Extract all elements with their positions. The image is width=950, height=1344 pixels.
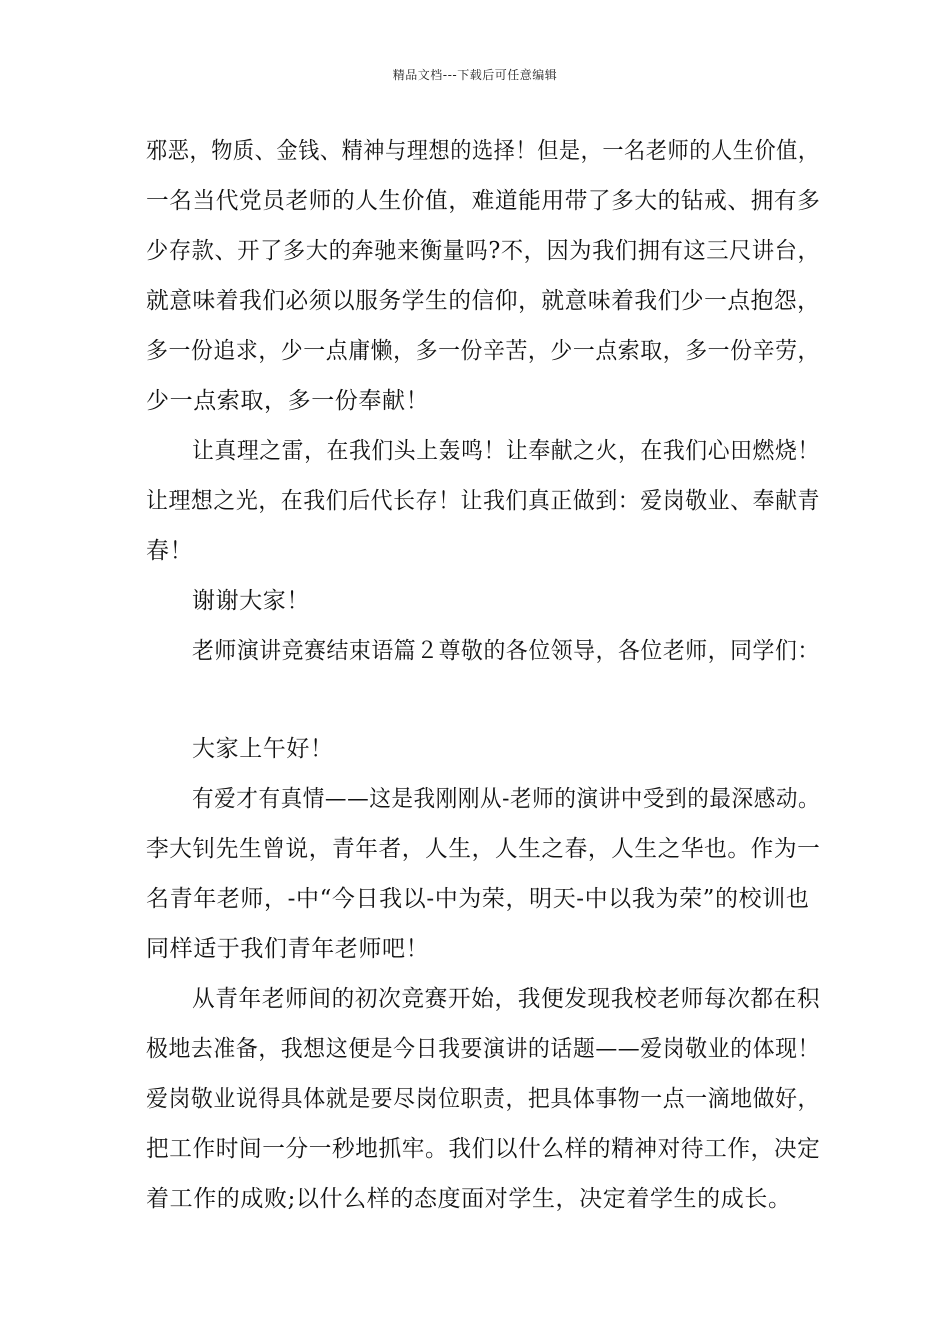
text-line: 把工作时间一分一秒地抓牢。我们以什么样的精神对待工作，决定 bbox=[146, 1136, 821, 1162]
text-line: 少存款、开了多大的奔驰来衡量吗?不，因为我们拥有这三尺讲台， bbox=[146, 238, 821, 264]
text-line: 谢谢大家！ bbox=[192, 588, 310, 614]
text-line: 从青年老师间的初次竞赛开始，我便发现我校老师每次都在积 bbox=[192, 986, 821, 1012]
page-header: 精品文档---下载后可任意编辑 bbox=[392, 68, 558, 82]
text-line: 着工作的成败;以什么样的态度面对学生，决定着学生的成长。 bbox=[146, 1186, 792, 1212]
text-line: 极地去准备，我想这便是今日我要演讲的话题——爱岗敬业的体现！ bbox=[146, 1036, 820, 1062]
text-line: 有爱才有真情——这是我刚刚从-老师的演讲中受到的最深感动。 bbox=[192, 786, 821, 812]
text-line: 李大钊先生曾说，青年者，人生，人生之春，人生之华也。作为一 bbox=[146, 836, 821, 862]
text-line: 少一点索取，多一份奉献！ bbox=[146, 388, 430, 414]
text-line: 就意味着我们必须以服务学生的信仰，就意味着我们少一点抱怨， bbox=[146, 288, 821, 314]
text-line: 邪恶，物质、金钱、精神与理想的选择！但是，一名老师的人生价值， bbox=[146, 138, 820, 164]
text-line: 名青年老师，-中“今日我以-中为荣，明天-中以我为荣”的校训也 bbox=[146, 886, 810, 912]
text-line: 大家上午好！ bbox=[192, 736, 334, 762]
text-line: 爱岗敬业说得具体就是要尽岗位职责，把具体事物一点一滴地做好， bbox=[146, 1086, 820, 1112]
text-line: 一名当代党员老师的人生价值，难道能用带了多大的钻戒、拥有多 bbox=[146, 188, 821, 214]
text-line: 多一份追求，少一点庸懒，多一份辛苦，少一点索取，多一份辛劳， bbox=[146, 338, 820, 364]
text-line: 同样适于我们青年老师吧！ bbox=[146, 936, 430, 962]
text-line: 老师演讲竞赛结束语篇２尊敬的各位领导，各位老师，同学们： bbox=[192, 638, 820, 664]
text-line: 春！ bbox=[146, 538, 194, 564]
text-line: 让真理之雷，在我们头上轰鸣！让奉献之火，在我们心田燃烧！ bbox=[192, 438, 820, 464]
text-line: 让理想之光，在我们后代长存！让我们真正做到：爱岗敬业、奉献青 bbox=[146, 488, 820, 514]
